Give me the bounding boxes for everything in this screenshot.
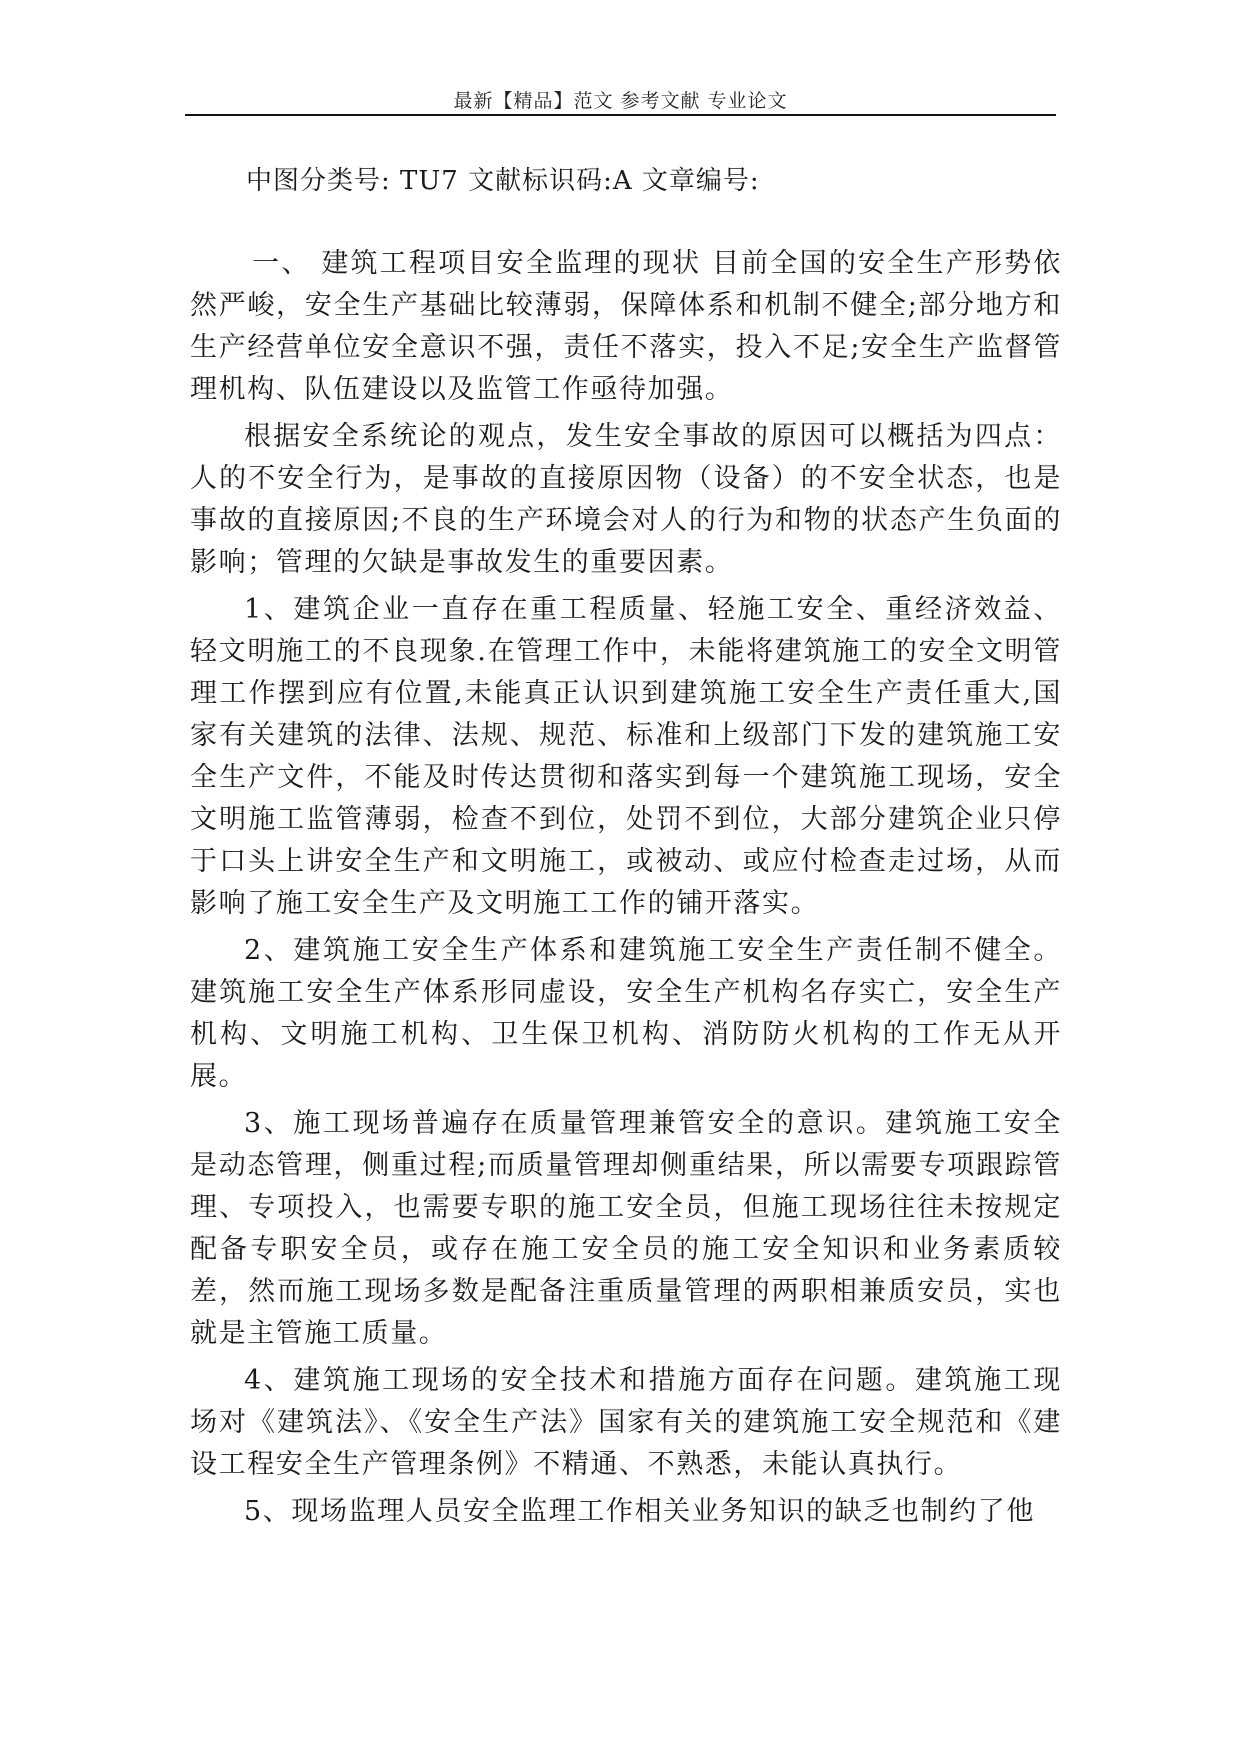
header-rule <box>185 114 1056 116</box>
classification-line: 中图分类号: TU7 文献标识码:A 文章编号: <box>246 166 760 196</box>
paragraph-item-3: 3、施工现场普遍存在质量管理兼管安全的意识。建筑施工安全是动态管理，侧重过程;而质量管理却侧重结果，所以需要专项跟踪管理、专项投入，也需要专职的施工安全员，但施工现场往往未按规定配备专职安全员，或存在施工安全员的施工安全知识和业务素质较差，然而施工现场多数是配备注重质量管理的两职相兼质安员，实也就是主管施工质量。 <box>190 1108 1062 1349</box>
paragraph-item-1: 1、建筑企业一直存在重工程质量、轻施工安全、重经济效益、轻文明施工的不良现象.在管理工作中，未能将建筑施工的安全文明管理工作摆到应有位置,未能真正认识到建筑施工安全生产责任重大,国家有关建筑的法律、法规、规范、标准和上级部门下发的建筑施工安全生产文件，不能及时传达贯彻和落实到每一个建筑施工现场，安全文明施工监管薄弱，检查不到位，处罚不到位，大部分建筑企业只停于口头上讲安全生产和文明施工，或被动、或应付检查走过场，从而影响了施工安全生产及文明施工工作的铺开落实。 <box>190 594 1062 919</box>
paragraph-causes: 根据安全系统论的观点，发生安全事故的原因可以概括为四点：人的不安全行为，是事故的直接原因物（设备）的不安全状态，也是事故的直接原因;不良的生产环境会对人的行为和物的状态产生负面的影响；管理的欠缺是事故发生的重要因素。 <box>190 421 1062 578</box>
paragraph-item-2: 2、建筑施工安全生产体系和建筑施工安全生产责任制不健全。建筑施工安全生产体系形同虚设，安全生产机构名存实亡，安全生产机构、文明施工机构、卫生保卫机构、消防防火机构的工作无从开展。 <box>190 935 1062 1092</box>
paragraph-item-5: 5、现场监理人员安全监理工作相关业务知识的缺乏也制约了他 <box>244 1496 1035 1527</box>
paragraph-item-4: 4、建筑施工现场的安全技术和措施方面存在问题。建筑施工现场对《建筑法》、《安全生产法》国家有关的建筑施工安全规范和《建设工程安全生产管理条例》不精通、不熟悉，未能认真执行。 <box>190 1365 1062 1480</box>
running-header: 最新【精品】范文 参考文献 专业论文 <box>453 90 788 112</box>
body-text <box>190 243 1062 1538</box>
paragraph-section-1: 一、 建筑工程项目安全监理的现状 目前全国的安全生产形势依然严峻，安全生产基础比较薄弱，保障体系和机制不健全;部分地方和生产经营单位安全意识不强，责任不落实，投入不足;安全生产监督管理机构、队伍建设以及监管工作亟待加强。 <box>190 248 1062 405</box>
